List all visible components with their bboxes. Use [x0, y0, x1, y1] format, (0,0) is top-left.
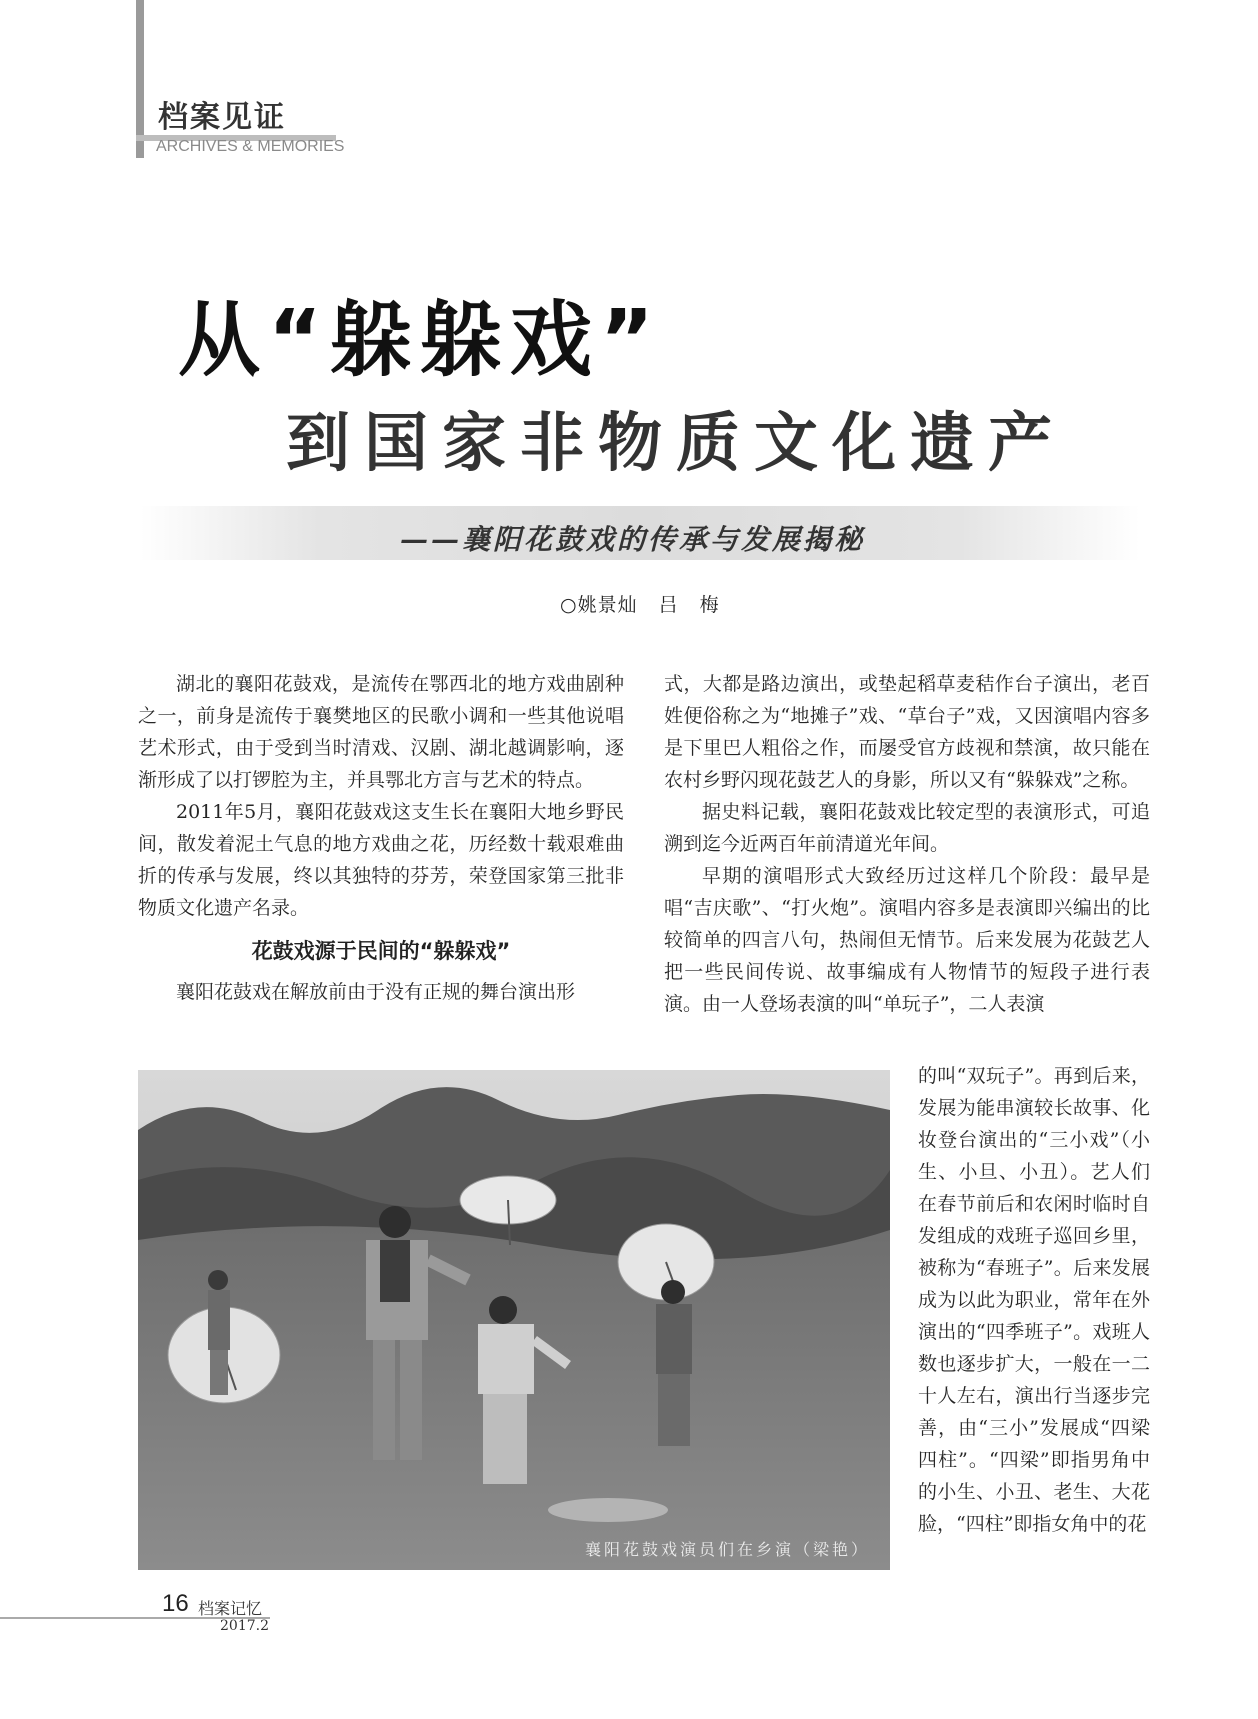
paragraph: 式，大都是路边演出，或垫起稻草麦秸作台子演出，老百姓便俗称之为“地摊子”戏、“草台子”戏，又因演唱内容多是下里巴人粗俗之作，而屡受官方歧视和禁演，故只能在农村乡野闪现花鼓艺人的身影，所以又有“躲躲戏”之称。: [664, 673, 1150, 791]
paragraph: 襄阳花鼓戏在解放前由于没有正规的舞台演出形: [176, 981, 576, 1003]
magazine-name: 档案记忆: [198, 1599, 263, 1618]
article-title-line2: 到国家非物质文化遗产: [286, 407, 1066, 481]
issue-number: 2017.2: [220, 1618, 269, 1634]
photo-illustration: [138, 1070, 890, 1570]
performer-female-right: [656, 1280, 692, 1446]
paragraph: 2011年5月，襄阳花鼓戏这支生长在襄阳大地乡野民间，散发着泥土气息的地方戏曲之花，历经数十载艰难曲折的传承与发展，终以其独特的芬芳，荣登国家第三批非物质文化遗产名录。: [138, 801, 624, 919]
page-number: 16: [162, 1590, 189, 1617]
section-title: 档案见证: [158, 100, 286, 135]
paragraph: 早期的演唱形式大致经历过这样几个阶段：最早是唱“吉庆歌”、“打火炮”。演唱内容多是表演即兴编出的比较简单的四言八句，热闹但无情节。后来发展为花鼓艺人把一些民间传说、故事编成有人物情节的短段子进行表演。由一人登场表演的叫“单玩子”，二人表演: [664, 865, 1150, 1015]
right-column: [664, 668, 1150, 1020]
article-author: ○姚景灿 吕 梅: [560, 594, 720, 616]
article-title-line1: 从“躲躲戏”: [178, 293, 662, 388]
section-heading: 花鼓戏源于民间的“躲躲戏”: [251, 939, 511, 963]
paragraph: 的叫“双玩子”。再到后来，发展为能串演较长故事、化妆登台演出的“三小戏”（小生、小旦、小丑）。艺人们在春节前后和农闲时临时自发组成的戏班子巡回乡里，被称为“春班子”。后来发展成为以此为职业，常年在外演出的“四季班子”。戏班人数也逐步扩大，一般在一二十人左右，演出行当逐步完善，由“三小”发展成“四梁四柱”。“四梁”即指男角中的小生、小丑、老生、大花脸，“四柱”即指女角中的花: [918, 1065, 1150, 1535]
paragraph: 据史料记载，襄阳花鼓戏比较定型的表演形式，可追溯到迄今近两百年前清道光年间。: [664, 801, 1150, 855]
paragraph: 湖北的襄阳花鼓戏，是流传在鄂西北的地方戏曲剧种之一，前身是流传于襄樊地区的民歌小调和一些其他说唱艺术形式，由于受到当时清戏、汉剧、湖北越调影响，逐渐形成了以打锣腔为主，并具鄂北方言与艺术的特点。: [138, 673, 624, 791]
section-title-en: ARCHIVES & MEMORIES: [156, 138, 345, 155]
performance-photo: [138, 1070, 890, 1570]
photo-caption: 襄阳花鼓戏演员们在乡演（梁艳）: [584, 1540, 870, 1559]
right-column-narrow: [918, 1060, 1150, 1540]
article-subtitle: ——襄阳花鼓戏的传承与发展揭秘: [400, 523, 866, 556]
left-column: [138, 668, 624, 1008]
